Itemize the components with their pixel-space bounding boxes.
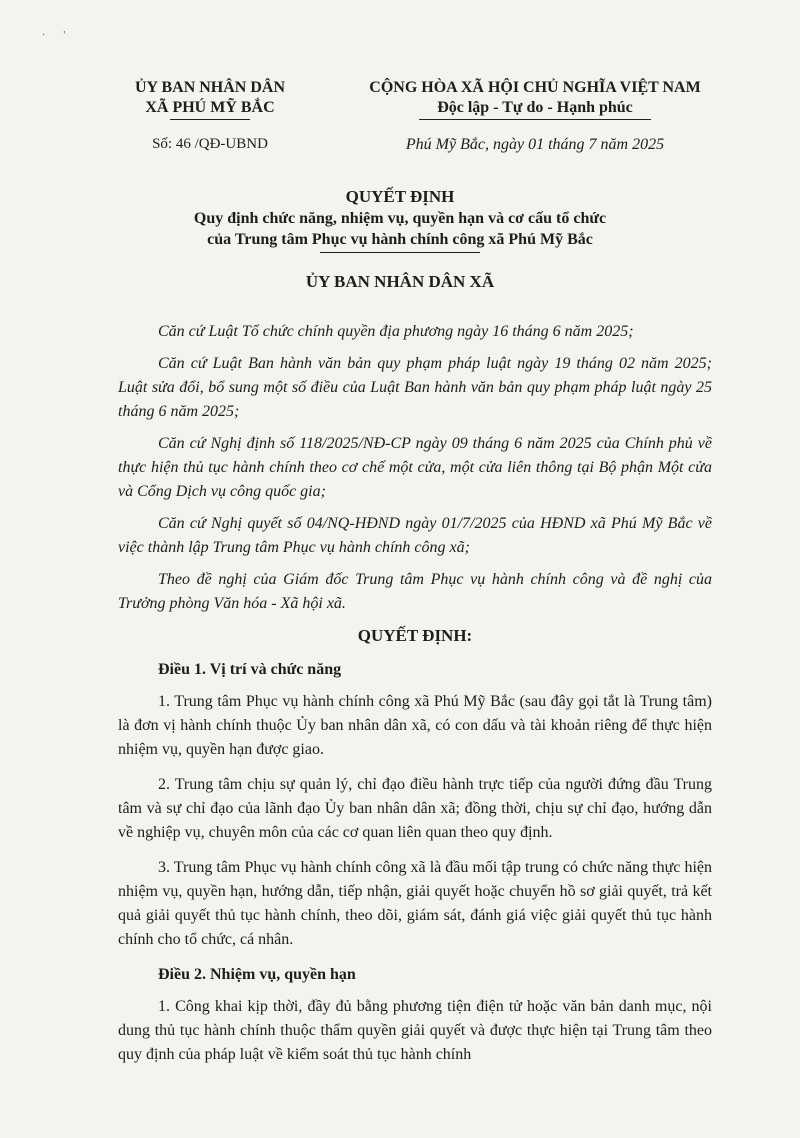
issuing-agency [95, 78, 325, 120]
scan-speck-mark: ·' [42, 30, 84, 41]
legal-basis: Căn cứ Luật Ban hành văn bản quy phạm pháp luật ngày 19 tháng 02 năm 2025; Luật sửa đổi, bổ sung một số điều của Luật Ban hành văn bản quy phạm pháp luật ngày 25 tháng 6 năm 2025; [118, 355, 712, 420]
decision-heading: QUYẾT ĐỊNH: [357, 626, 473, 645]
document-title-block [100, 186, 700, 253]
article-clause: 1. Công khai kịp thời, đầy đủ bằng phương tiện điện tử hoặc văn bản danh mục, nội dung thủ tục hành chính thuộc thẩm quyền giải quyết và được thực hiện tại Trung tâm theo quy định của pháp luật về kiểm soát thủ tục hành chính [118, 998, 712, 1063]
motto-underline [419, 119, 651, 120]
article-clause: 3. Trung tâm Phục vụ hành chính công xã là đầu mối tập trung có chức năng thực hiện nhiệm vụ, quyền hạn, hướng dẫn, tiếp nhận, giải quyết hoặc chuyển hồ sơ giải quyết, trả kết quả giải quyết thủ tục hành chính, theo dõi, giám sát, đánh giá việc giải quyết thủ tục hành chính cho tổ chức, cá nhân. [118, 859, 712, 948]
title-underline [320, 252, 480, 253]
document-date: Phú Mỹ Bắc, ngày 01 tháng 7 năm 2025 [405, 136, 665, 153]
agency-line-1: ỦY BAN NHÂN DÂN [134, 79, 286, 96]
document-subtitle-line-2: của Trung tâm Phục vụ hành chính công xã Phú Mỹ Bắc [207, 231, 593, 248]
document-title: QUYẾT ĐỊNH [345, 187, 455, 206]
article-clause: 1. Trung tâm Phục vụ hành chính công xã Phú Mỹ Bắc (sau đây gọi tắt là Trung tâm) là đơn vị hành chính thuộc Ủy ban nhân dân xã, có con dấu và tài khoản riêng để thực hiện nhiệm vụ, quyền hạn được giao. [118, 693, 712, 758]
agency-underline [170, 119, 250, 120]
document-subtitle-line-1: Quy định chức năng, nhiệm vụ, quyền hạn và cơ cấu tổ chức [193, 210, 607, 227]
article-1-title: Điều 1. Vị trí và chức năng [158, 661, 342, 678]
nation-name: CỘNG HÒA XÃ HỘI CHỦ NGHĨA VIỆT NAM [369, 79, 701, 96]
article-clause: 2. Trung tâm chịu sự quản lý, chỉ đạo điều hành trực tiếp của người đứng đầu Trung tâm và sự chỉ đạo của lãnh đạo Ủy ban nhân dân xã; đồng thời, chịu sự chỉ đạo, hướng dẫn về nghiệp vụ, chuyên môn của các cơ quan liên quan theo quy định. [118, 776, 712, 841]
agency-line-2: XÃ PHÚ MỸ BẮC [145, 99, 275, 116]
document-body [118, 320, 712, 1067]
legal-basis: Theo đề nghị của Giám đốc Trung tâm Phục vụ hành chính công và đề nghị của Trưởng phòng Văn hóa - Xã hội xã. [118, 571, 712, 612]
national-header [335, 78, 735, 120]
article-2-title: Điều 2. Nhiệm vụ, quyền hạn [158, 966, 356, 983]
legal-basis: Căn cứ Nghị định số 118/2025/NĐ-CP ngày 09 tháng 6 năm 2025 của Chính phủ về thực hiện thủ tục hành chính theo cơ chế một cửa, một cửa liên thông tại Bộ phận Một cửa và Cổng Dịch vụ công quốc gia; [118, 435, 712, 500]
issuing-authority: ỦY BAN NHÂN DÂN XÃ [305, 272, 495, 291]
legal-basis: Căn cứ Nghị quyết số 04/NQ-HĐND ngày 01/7/2025 của HĐND xã Phú Mỹ Bắc về việc thành lập Trung tâm Phục vụ hành chính công xã; [118, 515, 712, 556]
legal-basis: Căn cứ Luật Tổ chức chính quyền địa phương ngày 16 tháng 6 năm 2025; [158, 323, 634, 340]
document-number: Số: 46 /QĐ-UBND [152, 136, 268, 152]
national-motto: Độc lập - Tự do - Hạnh phúc [437, 99, 633, 116]
